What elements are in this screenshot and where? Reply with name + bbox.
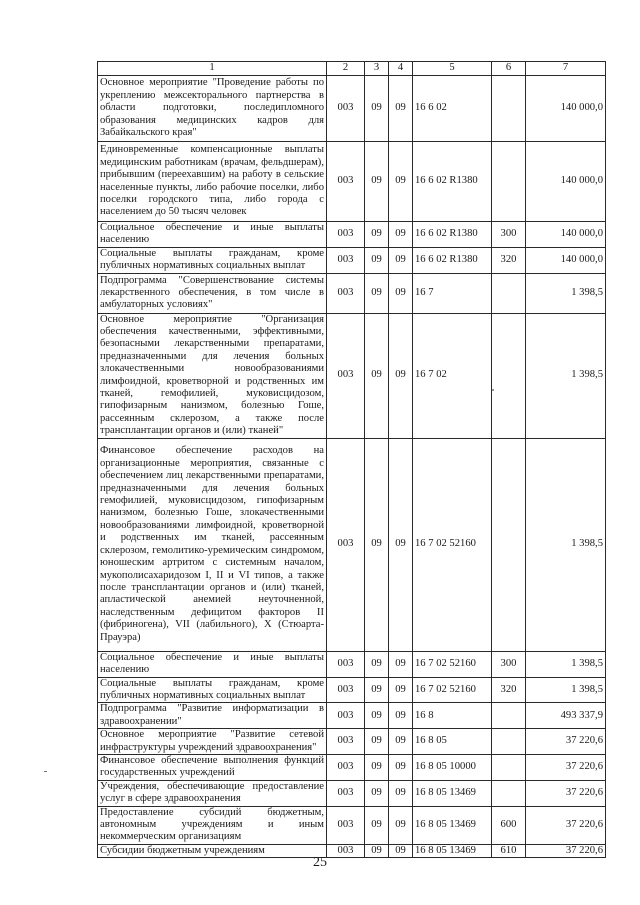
cell-subsection: 09 xyxy=(389,222,413,248)
cell-amount: 140 000,0 xyxy=(526,247,606,273)
cell-amount: 1 398,5 xyxy=(526,438,606,651)
cell-expense-type: 600 xyxy=(492,806,526,844)
cell-subsection: 09 xyxy=(389,273,413,313)
cell-subsection: 09 xyxy=(389,142,413,222)
cell-admin-code: 003 xyxy=(327,703,365,729)
header-col-6: 6 xyxy=(492,62,526,76)
cell-expense-type: 610 xyxy=(492,844,526,857)
cell-target-article: 16 7 02 xyxy=(413,313,492,438)
cell-target-article: 16 8 05 13469 xyxy=(413,780,492,806)
header-col-7: 7 xyxy=(526,62,606,76)
cell-item-name: Социальные выплаты гражданам, кроме публичных нормативных социальных выплат xyxy=(98,677,327,703)
cell-subsection: 09 xyxy=(389,677,413,703)
cell-amount: 37 220,6 xyxy=(526,806,606,844)
cell-admin-code: 003 xyxy=(327,844,365,857)
cell-section: 09 xyxy=(365,729,389,755)
table-header xyxy=(98,62,606,76)
table-row xyxy=(98,780,606,806)
cell-target-article: 16 8 05 xyxy=(413,729,492,755)
cell-item-name: Социальные выплаты гражданам, кроме публичных нормативных социальных выплат xyxy=(98,247,327,273)
cell-item-name: Единовременные компенсационные выплаты медицинским работникам (врачам, фельдшерам), прибывшим (переехавшим) на работу в сельские населенные пункты, либо рабочие поселки, либо поселки городского типа, либо города с населением до 50 тысяч человек xyxy=(98,142,327,222)
cell-subsection: 09 xyxy=(389,729,413,755)
table-row xyxy=(98,729,606,755)
header-col-5: 5 xyxy=(413,62,492,76)
cell-amount: 1 398,5 xyxy=(526,273,606,313)
cell-item-name: Подпрограмма "Развитие информатизации в здравоохранении" xyxy=(98,703,327,729)
cell-expense-type: 300 xyxy=(492,651,526,677)
cell-subsection: 09 xyxy=(389,438,413,651)
cell-section: 09 xyxy=(365,677,389,703)
cell-expense-type: 320 xyxy=(492,677,526,703)
cell-section: 09 xyxy=(365,438,389,651)
cell-amount: 140 000,0 xyxy=(526,222,606,248)
table-row xyxy=(98,677,606,703)
cell-item-name: Подпрограмма "Совершенствование системы лекарственного обеспечения, в том числе в амбулаторных условиях" xyxy=(98,273,327,313)
cell-expense-type xyxy=(492,76,526,142)
cell-amount: 1 398,5 xyxy=(526,677,606,703)
cell-item-name: Финансовое обеспечение расходов на организационные мероприятия, связанные с обеспечением лиц лекарственными препаратами, предназначенными для лечения больных гемофилией, муковисцидозом, гипофизарным нанизмом, болезнью Гоше, злокачественными новообразованиями лимфоидной, кроветворной и родственных им тканей, рассеянным склерозом, гемолитико-уремическим синдромом, юношеским артритом с системным началом, мукополисахаридозом I, II и VI типов, а также после трансплантации органов и (или) тканей, апластической анемией неуточненной, наследственным дефицитом факторов II (фибриногена), VII (лабильного), X (Стюарта-Прауэра) xyxy=(98,438,327,651)
cell-item-name: Предоставление субсидий бюджетным, автономным учреждениям и иным некоммерческим организациям xyxy=(98,806,327,844)
cell-target-article: 16 7 xyxy=(413,273,492,313)
cell-expense-type xyxy=(492,438,526,651)
cell-target-article: 16 7 02 52160 xyxy=(413,438,492,651)
cell-admin-code: 003 xyxy=(327,247,365,273)
cell-admin-code: 003 xyxy=(327,313,365,438)
table-row xyxy=(98,142,606,222)
margin-dash-mark xyxy=(44,771,47,772)
cell-admin-code: 003 xyxy=(327,222,365,248)
cell-subsection: 09 xyxy=(389,844,413,857)
cell-item-name: Финансовое обеспечение выполнения функций государственных учреждений xyxy=(98,754,327,780)
table-row xyxy=(98,273,606,313)
cell-subsection: 09 xyxy=(389,806,413,844)
cell-expense-type xyxy=(492,754,526,780)
cell-admin-code: 003 xyxy=(327,76,365,142)
cell-admin-code: 003 xyxy=(327,729,365,755)
budget-table xyxy=(97,61,606,858)
cell-expense-type xyxy=(492,780,526,806)
table-row xyxy=(98,438,606,651)
header-col-2: 2 xyxy=(327,62,365,76)
cell-amount: 1 398,5 xyxy=(526,313,606,438)
cell-item-name: Социальное обеспечение и иные выплаты населению xyxy=(98,222,327,248)
cell-admin-code: 003 xyxy=(327,438,365,651)
cell-section: 09 xyxy=(365,273,389,313)
cell-admin-code: 003 xyxy=(327,273,365,313)
cell-target-article: 16 6 02 R1380 xyxy=(413,142,492,222)
cell-expense-type xyxy=(492,729,526,755)
page-number: 25 xyxy=(313,855,327,870)
header-row xyxy=(98,62,606,76)
cell-section: 09 xyxy=(365,806,389,844)
header-col-1: 1 xyxy=(98,62,327,76)
scan-speck-mark xyxy=(492,389,494,391)
cell-amount: 37 220,6 xyxy=(526,844,606,857)
cell-subsection: 09 xyxy=(389,780,413,806)
cell-admin-code: 003 xyxy=(327,651,365,677)
cell-section: 09 xyxy=(365,780,389,806)
cell-amount: 1 398,5 xyxy=(526,651,606,677)
cell-target-article: 16 8 05 13469 xyxy=(413,844,492,857)
cell-section: 09 xyxy=(365,754,389,780)
table-row xyxy=(98,76,606,142)
cell-subsection: 09 xyxy=(389,651,413,677)
table-row xyxy=(98,222,606,248)
cell-item-name: Основное мероприятие "Развитие сетевой инфраструктуры учреждений здравоохранения" xyxy=(98,729,327,755)
cell-expense-type xyxy=(492,273,526,313)
cell-section: 09 xyxy=(365,844,389,857)
cell-amount: 37 220,6 xyxy=(526,780,606,806)
cell-expense-type xyxy=(492,142,526,222)
cell-item-name: Основное мероприятие "Проведение работы по укреплению межсекторального партнерства в области подготовки, последипломного образования медицинских кадров для Забайкальского края" xyxy=(98,76,327,142)
cell-item-name: Субсидии бюджетным учреждениям xyxy=(98,844,327,857)
cell-section: 09 xyxy=(365,651,389,677)
cell-expense-type xyxy=(492,703,526,729)
cell-subsection: 09 xyxy=(389,703,413,729)
cell-target-article: 16 7 02 52160 xyxy=(413,677,492,703)
cell-admin-code: 003 xyxy=(327,677,365,703)
cell-section: 09 xyxy=(365,313,389,438)
cell-item-name: Основное мероприятие "Организация обеспечения качественными, эффективными, безопасными лекарственными препаратами, предназначенными для лечения больных злокачественными новообразованиями лимфоидной, кроветворной и родственных им тканей, гемофилией, муковисцидозом, гипофизарным нанизмом, болезнью Гоше, рассеянным склерозом, а также после трансплантации органов и (или) тканей" xyxy=(98,313,327,438)
cell-target-article: 16 6 02 R1380 xyxy=(413,247,492,273)
cell-expense-type xyxy=(492,313,526,438)
cell-item-name: Учреждения, обеспечивающие предоставление услуг в сфере здравоохранения xyxy=(98,780,327,806)
cell-amount: 140 000,0 xyxy=(526,142,606,222)
cell-amount: 140 000,0 xyxy=(526,76,606,142)
table-row xyxy=(98,703,606,729)
cell-amount: 37 220,6 xyxy=(526,754,606,780)
table-row xyxy=(98,651,606,677)
cell-admin-code: 003 xyxy=(327,142,365,222)
cell-amount: 493 337,9 xyxy=(526,703,606,729)
cell-admin-code: 003 xyxy=(327,754,365,780)
table-row xyxy=(98,806,606,844)
header-col-4: 4 xyxy=(389,62,413,76)
table-row xyxy=(98,313,606,438)
cell-section: 09 xyxy=(365,703,389,729)
cell-subsection: 09 xyxy=(389,76,413,142)
cell-expense-type: 320 xyxy=(492,247,526,273)
cell-subsection: 09 xyxy=(389,754,413,780)
table-row xyxy=(98,247,606,273)
cell-section: 09 xyxy=(365,222,389,248)
cell-target-article: 16 6 02 R1380 xyxy=(413,222,492,248)
cell-admin-code: 003 xyxy=(327,806,365,844)
cell-subsection: 09 xyxy=(389,313,413,438)
cell-subsection: 09 xyxy=(389,247,413,273)
cell-target-article: 16 8 xyxy=(413,703,492,729)
cell-target-article: 16 7 02 52160 xyxy=(413,651,492,677)
cell-section: 09 xyxy=(365,247,389,273)
cell-item-name: Социальное обеспечение и иные выплаты населению xyxy=(98,651,327,677)
cell-section: 09 xyxy=(365,76,389,142)
header-col-3: 3 xyxy=(365,62,389,76)
cell-admin-code: 003 xyxy=(327,780,365,806)
cell-target-article: 16 8 05 13469 xyxy=(413,806,492,844)
cell-amount: 37 220,6 xyxy=(526,729,606,755)
cell-target-article: 16 8 05 10000 xyxy=(413,754,492,780)
cell-target-article: 16 6 02 xyxy=(413,76,492,142)
table-body xyxy=(98,76,606,858)
table-row xyxy=(98,754,606,780)
cell-section: 09 xyxy=(365,142,389,222)
cell-expense-type: 300 xyxy=(492,222,526,248)
